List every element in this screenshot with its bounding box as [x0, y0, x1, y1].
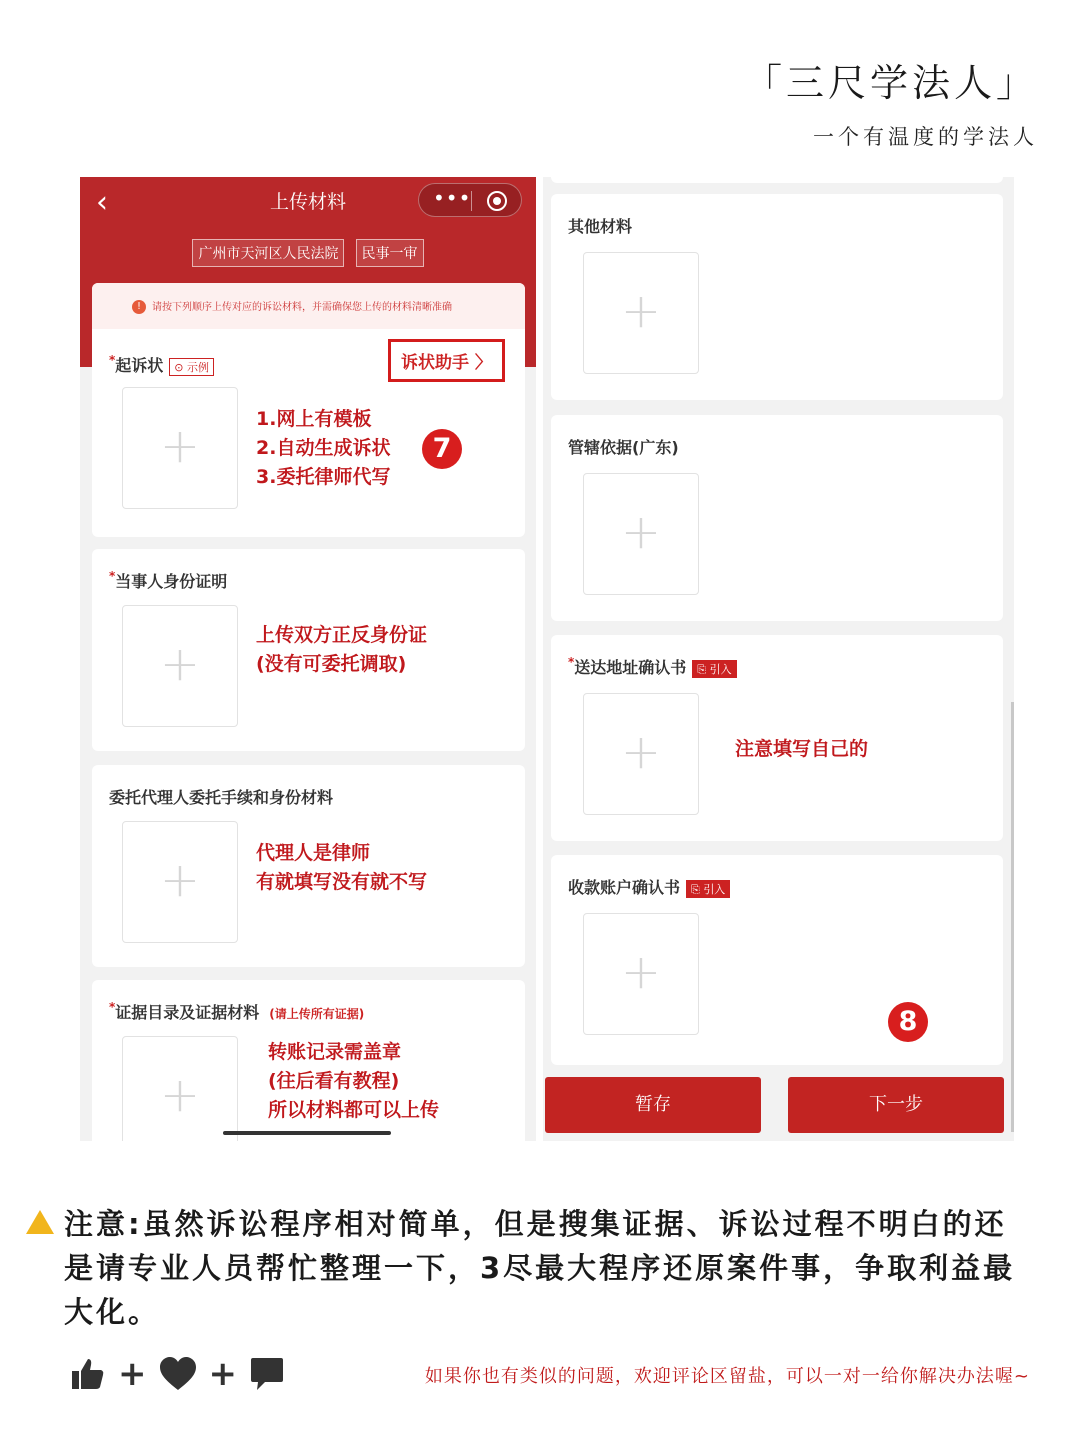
address-annotation: 注意填写自己的 — [735, 738, 869, 760]
home-indicator — [223, 1131, 391, 1135]
required-mark: * — [109, 353, 116, 367]
warning-block — [26, 1202, 1026, 1334]
thumbs-up-icon[interactable] — [70, 1356, 106, 1392]
scrollbar[interactable] — [1011, 702, 1014, 1132]
plus-icon: + — [620, 724, 662, 780]
account-title-text: 收款账户确认书 — [568, 878, 681, 897]
evidence-title — [109, 1000, 364, 1023]
annotation-line: 上传双方正反身份证 — [256, 624, 428, 646]
agent-upload-box[interactable] — [122, 821, 238, 943]
more-dots-icon[interactable]: ••• — [433, 186, 472, 210]
heart-icon[interactable] — [159, 1356, 197, 1392]
plus-icon: + — [159, 418, 201, 474]
complaint-title-text: 起诉状 — [115, 356, 164, 375]
complaint-card — [92, 283, 525, 537]
address-card — [551, 635, 1003, 841]
import-tag[interactable]: ⎘ 引入 — [686, 880, 730, 898]
plus-sign: + — [118, 1354, 147, 1394]
plus-icon: + — [159, 636, 201, 692]
evidence-sub-note: (请上传所有证据) — [269, 1007, 365, 1021]
complaint-title — [109, 353, 214, 376]
agent-title: 委托代理人委托手续和身份材料 — [109, 788, 334, 807]
mini-program-capsule — [418, 183, 522, 217]
left-phone-screen — [80, 177, 536, 1141]
import-tag[interactable]: ⎘ 引入 — [692, 660, 736, 678]
jurisdiction-upload-box[interactable] — [583, 473, 699, 595]
annotation-line: 所以材料都可以上传 — [268, 1099, 440, 1121]
annotation-line: 1.网上有模板 — [256, 408, 372, 430]
court-tags — [80, 239, 536, 267]
identity-card — [92, 549, 525, 751]
identity-title — [109, 569, 227, 592]
other-materials-title: 其他材料 — [568, 217, 633, 236]
address-title-text: 送达地址确认书 — [574, 658, 687, 677]
example-tag[interactable]: ⊙ 示例 — [169, 358, 214, 376]
engagement-icons — [70, 1352, 285, 1396]
jurisdiction-card — [551, 415, 1003, 621]
plus-icon: + — [159, 1067, 201, 1123]
plus-icon: + — [159, 852, 201, 908]
notice-text: 请按下列顺序上传对应的诉讼材料，并需确保您上传的材料清晰准确 — [152, 302, 452, 313]
identity-annotation — [256, 621, 427, 679]
footer-text: 如果你也有类似的问题，欢迎评论区留盐，可以一对一给你解决办法喔~ — [424, 1366, 1030, 1387]
brand-header — [744, 52, 1038, 151]
complaint-annotation — [256, 405, 390, 492]
example-tag-label: 示例 — [187, 360, 210, 374]
import-tag-label: 引入 — [709, 662, 732, 676]
required-mark: * — [568, 655, 575, 669]
comment-icon[interactable] — [249, 1356, 285, 1392]
plus-icon: + — [620, 504, 662, 560]
warning-triangle-icon — [26, 1210, 54, 1234]
evidence-title-text: 证据目录及证据材料 — [115, 1003, 260, 1022]
account-card — [551, 855, 1003, 1065]
required-mark: * — [109, 569, 116, 583]
upload-notice — [92, 283, 525, 329]
evidence-card — [92, 980, 525, 1141]
annotation-line: 有就填写没有就不写 — [256, 871, 428, 893]
other-materials-card — [551, 194, 1003, 400]
close-target-icon[interactable] — [487, 191, 507, 211]
complaint-upload-box[interactable] — [122, 387, 238, 509]
account-upload-box[interactable] — [583, 913, 699, 1035]
brand-title: 「三尺学法人」 — [743, 61, 1038, 105]
complaint-helper-button[interactable]: 诉状助手 〉 — [388, 339, 505, 382]
annotation-line: (没有可委托调取) — [256, 653, 407, 675]
annotation-line: 2.自动生成诉状 — [256, 437, 391, 459]
agent-card — [92, 765, 525, 967]
plus-sign: + — [208, 1354, 237, 1394]
other-upload-box[interactable] — [583, 252, 699, 374]
plus-icon: + — [620, 944, 662, 1000]
evidence-upload-box[interactable] — [122, 1036, 238, 1141]
back-chevron-icon[interactable]: ‹ — [96, 185, 108, 220]
address-title — [568, 655, 737, 678]
identity-upload-box[interactable] — [122, 605, 238, 727]
court-name-tag: 广州市天河区人民法院 — [192, 239, 344, 267]
save-draft-button[interactable]: 暂存 — [545, 1077, 761, 1133]
annotation-line: 代理人是律师 — [256, 842, 371, 864]
annotation-line: (往后看有教程) — [268, 1070, 400, 1092]
required-mark: * — [109, 1000, 116, 1014]
account-title — [568, 875, 730, 898]
import-tag-label: 引入 — [703, 882, 726, 896]
evidence-annotation — [268, 1038, 439, 1125]
next-step-button[interactable]: 下一步 — [788, 1077, 1004, 1133]
warning-text: 注意:虽然诉讼程序相对简单，但是搜集证据、诉讼过程不明白的还是请专业人员帮忙整理一下，3尽最大程序还原案件事，争取利益最大化。 — [64, 1207, 1016, 1329]
identity-title-text: 当事人身份证明 — [115, 572, 228, 591]
plus-icon: + — [620, 283, 662, 339]
brand-subtitle: 一个有温度的学法人 — [813, 125, 1038, 149]
capsule-divider — [471, 191, 472, 211]
address-upload-box[interactable] — [583, 693, 699, 815]
agent-annotation — [256, 839, 427, 897]
warning-icon: ! — [132, 300, 146, 314]
jurisdiction-title: 管辖依据(广东) — [568, 438, 679, 457]
annotation-line: 转账记录需盖章 — [268, 1041, 402, 1063]
footer — [70, 1352, 1040, 1396]
previous-card-edge — [551, 177, 1003, 183]
step-badge-8: 8 — [888, 1002, 928, 1042]
page-title: 上传材料 — [269, 191, 346, 213]
annotation-line: 3.委托律师代写 — [256, 466, 391, 488]
case-type-tag: 民事一审 — [356, 239, 424, 267]
step-badge-7: 7 — [422, 429, 462, 469]
right-phone-screen — [543, 177, 1014, 1141]
